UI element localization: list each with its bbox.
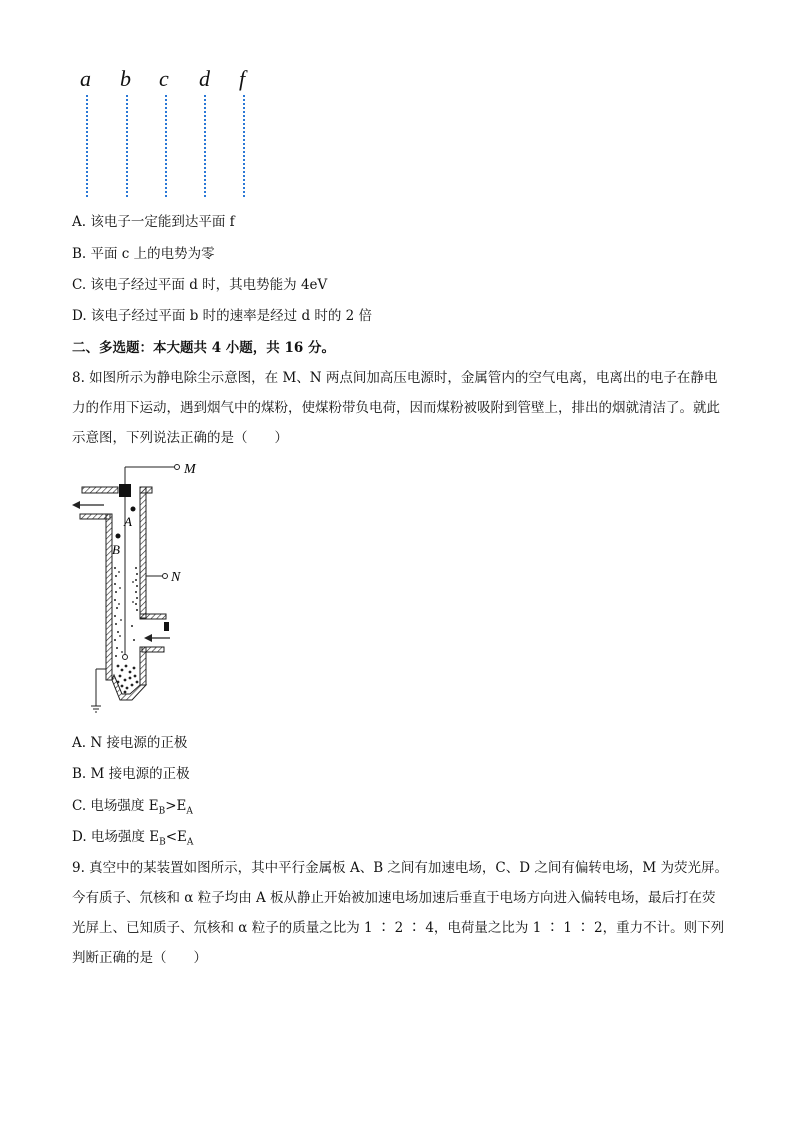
section-heading: 二、多选题：本大题共 4 小题，共 16 分。 — [72, 340, 335, 356]
q8-option-d — [72, 827, 193, 853]
q8-option-c-mid: >E — [165, 798, 187, 814]
plane-line-f — [243, 95, 245, 197]
q7-option-b: B. 平面 c 上的电势为零 — [72, 246, 215, 262]
q7-option-d: D. 该电子经过平面 b 时的速率是经过 d 时的 2 倍 — [72, 308, 373, 324]
plane-line-a — [86, 95, 88, 197]
q8-option-d-prefix: D. 电场强度 E — [72, 829, 160, 845]
q8-option-c-prefix: C. 电场强度 E — [72, 798, 159, 814]
plane-label-d: d — [199, 66, 210, 91]
label-A: A — [124, 514, 132, 529]
q8-option-d-sub2: A — [186, 837, 194, 848]
plane-line-c — [165, 95, 167, 197]
plane-label-a: a — [80, 66, 91, 91]
label-N: N — [171, 570, 181, 585]
q8-option-c-sub1: B — [158, 806, 166, 817]
q8-option-d-mid: <E — [165, 829, 187, 845]
plane-label-b: b — [120, 66, 131, 91]
label-B: B — [112, 542, 120, 557]
plane-label-f: f — [239, 66, 246, 91]
q7-option-a: A. 该电子一定能到达平面 f — [72, 214, 235, 230]
label-M: M — [184, 462, 196, 477]
q7-option-c: C. 该电子经过平面 d 时，其电势能为 4eV — [72, 277, 328, 293]
q8-option-d-sub1: B — [159, 837, 166, 848]
plane-label-c: c — [159, 66, 169, 91]
q8-option-b: B. M 接电源的正极 — [72, 766, 190, 782]
q8-stem: 8. 如图所示为静电除尘示意图，在 M、N 两点间加高压电源时，金属管内的空气电离，电离出的电子在静电力的作用下运动，遇到烟气中的煤粉，使煤粉带负电荷，因而煤粉被吸附到管壁上，排出的烟就清洁了。就此示意图，下列说法正确的是（ ） — [72, 370, 720, 446]
plane-line-b — [126, 95, 128, 197]
plane-line-d — [204, 95, 206, 197]
q8-option-c — [72, 796, 193, 822]
q9-stem: 9. 真空中的某装置如图所示，其中平行金属板 A、B 之间有加速电场，C、D 之间有偏转电场，M 为荧光屏。今有质子、氘核和 α 粒子均由 A 板从静止开始被加速电场加速后垂直于电场方向进入偏转电场，最后打在荧光屏上、已知质子、氘核和 α 粒子的质量之比为 1 ∶ 2 ∶ 4，电荷量之比为 1 ∶ 1 ∶ 2，重力不计。则下列判断正确的是（ ） — [72, 860, 728, 966]
q8-option-c-sub2: A — [186, 806, 193, 817]
q8-option-a: A. N 接电源的正极 — [72, 735, 188, 751]
electrostatic-precipitator-diagram — [70, 456, 210, 718]
